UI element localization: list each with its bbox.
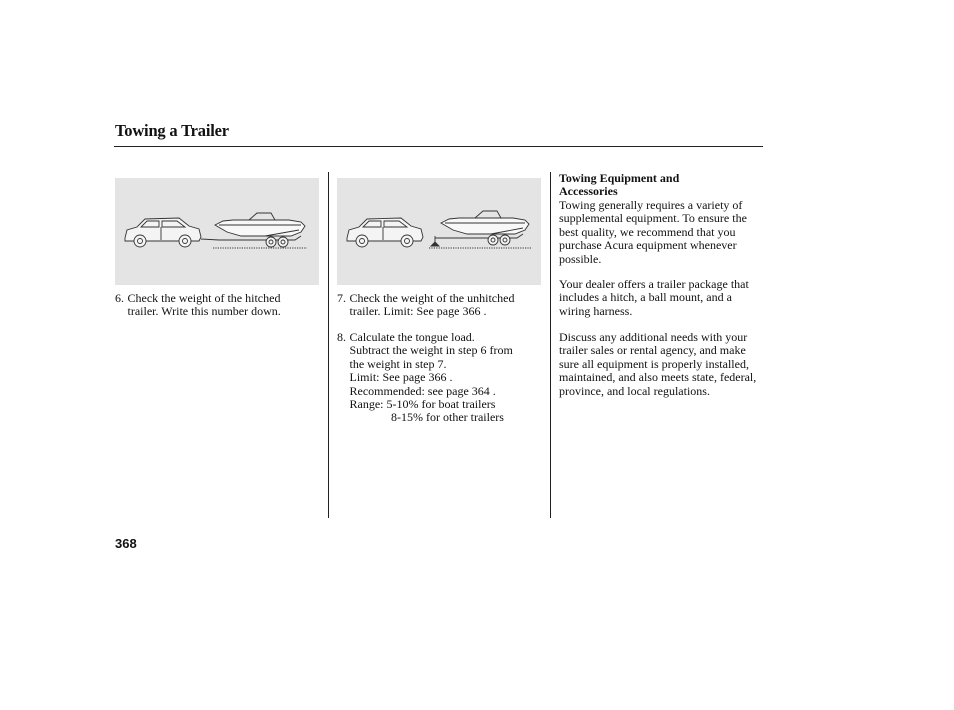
figure-unhitched-trailer — [337, 178, 541, 285]
figure-hitched-trailer — [115, 178, 319, 285]
step-8-number: 8. — [337, 330, 346, 344]
step-7-text: Check the weight of the unhitched trailer. Limit: See page 366 . — [349, 291, 515, 319]
paragraph-dealer: Your dealer offers a trailer package that includes a hitch, a ball mount, and a wiring harness. — [559, 277, 749, 318]
step-8-text: Calculate the tongue load. Subtract the weight in step 6 from the weight in step 7. Limit: See page 366 . Recommended: see page 364 . Range: 5-10% for boat trailers — [349, 330, 513, 412]
car-and-boat-on-scale-illustration — [337, 178, 541, 285]
page-number: 368 — [115, 536, 137, 551]
step-7 — [337, 292, 547, 319]
step-8 — [337, 331, 547, 411]
step-8-range-other: 8-15% for other trailers — [391, 410, 504, 424]
page-title: Towing a Trailer — [115, 121, 229, 140]
paragraph-regulations: Discuss any additional needs with your trailer sales or rental agency, and make sure all equipment is properly installed, maintained, and also meets state, federal, province, and local regulations. — [559, 330, 757, 398]
step-6 — [115, 292, 325, 319]
step-7-number: 7. — [337, 291, 346, 305]
section-heading: Towing Equipment and Accessories — [559, 171, 680, 199]
column-divider-2 — [550, 172, 551, 518]
paragraph-equipment: Towing generally requires a variety of supplemental equipment. To ensure the best quality, we recommend that you purchase Acura equipment whenever possible. — [559, 198, 747, 266]
step-6-number: 6. — [115, 291, 124, 305]
step-6-text: Check the weight of the hitched trailer. Write this number down. — [127, 291, 281, 319]
car-towing-boat-illustration — [115, 178, 319, 285]
column-divider-1 — [328, 172, 329, 518]
title-rule — [114, 146, 763, 147]
